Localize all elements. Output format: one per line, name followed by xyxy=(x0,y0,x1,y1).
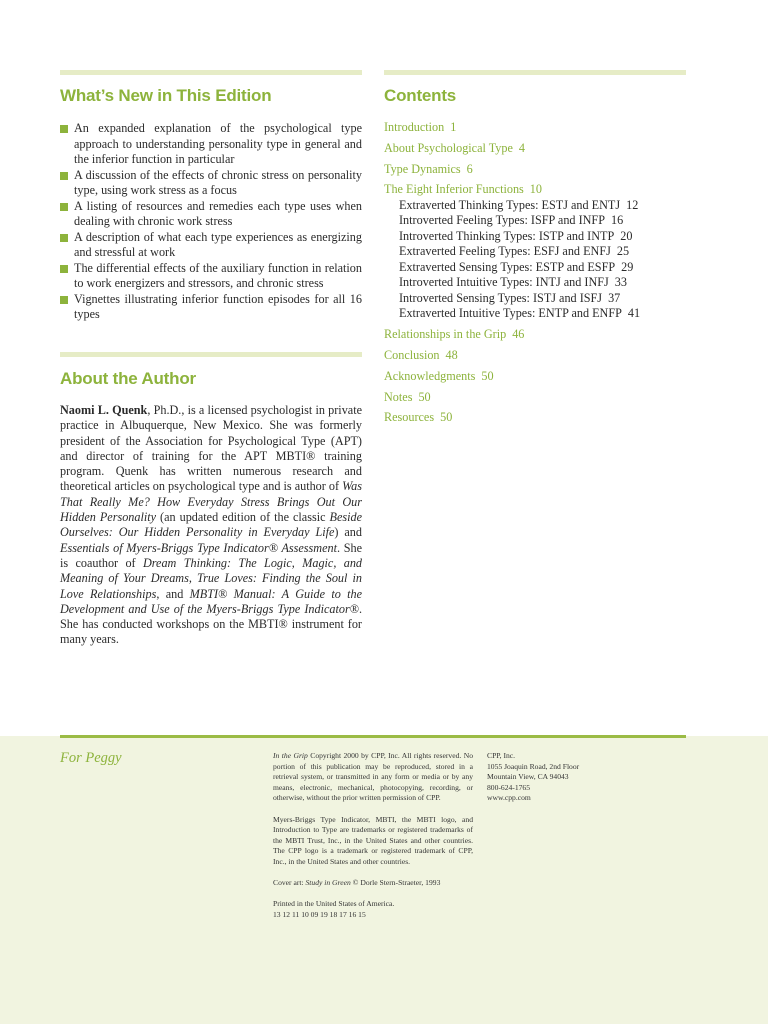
list-item: A discussion of the effects of chronic stress on personality type, using work stress as a focus xyxy=(60,168,362,199)
contents-heading: Contents xyxy=(384,86,457,105)
square-bullet-icon xyxy=(60,172,68,180)
book-title: Essentials of Myers-Briggs Type Indicator® Assessment xyxy=(60,540,337,555)
list-item: Vignettes illustrating inferior function episodes for all 16 types xyxy=(60,292,362,323)
book-title: MBTI® Manual: A Guide to the Development and Use of the Myers-Briggs Type Indicator® xyxy=(60,586,362,616)
address-line: Mountain View, CA 94043 xyxy=(487,772,569,782)
copyright-paragraph: In the Grip Copyright 2000 by CPP, Inc. All rights reserved. No portion of this publication may be reproduced, stored in a retrieval system, or transmitted in any form or media or by any means, electronic, mechanical, photocopying, recording, or otherwise, without the prior written permission of CPP. xyxy=(273,751,473,803)
square-bullet-icon xyxy=(60,296,68,304)
book-title: Was That Really Me? How Everyday Stress Brings Out Our Hidden Personality xyxy=(60,479,362,525)
footer-divider xyxy=(60,735,686,738)
toc-entry[interactable]: The Eight Inferior Functions 10 xyxy=(384,182,542,197)
whats-new-list xyxy=(60,121,362,323)
dedication: For Peggy xyxy=(60,750,122,766)
print-line: 13 12 11 10 09 19 18 17 16 15 xyxy=(273,909,366,919)
list-item: A listing of resources and remedies each type uses when dealing with chronic work stress xyxy=(60,199,362,230)
list-item: The differential effects of the auxiliary function in relation to work energizers and stressors, and chronic stress xyxy=(60,261,362,292)
phone-number: 800-624-1765 xyxy=(487,782,531,792)
book-title: Beside Ourselves: Our Hidden Personality in Everyday Life xyxy=(60,510,362,540)
square-bullet-icon xyxy=(60,203,68,211)
table-of-contents xyxy=(384,120,704,431)
toc-sub-entry[interactable]: Extraverted Intuitive Types: ENTP and ENFP 41 xyxy=(399,306,641,321)
toc-subgroup xyxy=(384,198,704,322)
about-author-heading: About the Author xyxy=(60,369,196,388)
printing-info: Printed in the United States of America. 13 12 11 10 09 19 18 17 16 15 xyxy=(273,899,395,919)
divider-contents xyxy=(384,70,686,75)
toc-sub-entry[interactable]: Introverted Feeling Types: ISFP and INFP 16 xyxy=(399,213,624,228)
toc-sub-entry[interactable]: Introverted Thinking Types: ISTP and INTP 20 xyxy=(399,228,633,243)
cover-art-credit: Cover art: Study in Green © Dorle Stern-Straeter, 1993 xyxy=(273,878,441,888)
divider-about-author xyxy=(60,352,362,357)
toc-sub-entry[interactable]: Extraverted Feeling Types: ESFJ and ENFJ 25 xyxy=(399,244,630,259)
book-title: Dream Thinking: The Logic, Magic, and Meaning of Your Dreams, True Loves: Finding the Soul in Love Relationships xyxy=(60,555,363,601)
toc-sub-entry[interactable]: Introverted Intuitive Types: INTJ and INFJ 33 xyxy=(399,275,627,290)
square-bullet-icon xyxy=(60,265,68,273)
toc-entry[interactable]: Type Dynamics 6 xyxy=(384,161,473,176)
address-line: 1055 Joaquin Road, 2nd Floor xyxy=(487,761,580,771)
toc-sub-entry[interactable]: Extraverted Thinking Types: ESTJ and ENTJ 12 xyxy=(399,197,639,212)
author-bio: Naomi L. Quenk, Ph.D., is a licensed psychologist in private practice in Albuquerque, New Mexico. She was formerly president of the Association for Psychological Type (APT) and director of training for the APT MBTI® training program. Quenk has written numerous research and theoretical articles on psychological type and is author of Was That Really Me? How Everyday Stress Brings Out Our Hidden Personality (an updated edition of the classic Beside Ourselves: Our Hidden Personality in Everyday Life) and Essentials of Myers-Briggs Type Indicator® Assessment. She is coauthor of Dream Thinking: The Logic, Magic, and Meaning of Your Dreams, True Loves: Finding the Soul in Love Relationships, and MBTI® Manual: A Guide to the Development and Use of the Myers-Briggs Type Indicator®. She has conducted workshops on the MBTI® instrument for many years. xyxy=(60,403,363,647)
toc-entry[interactable]: Relationships in the Grip 46 xyxy=(384,327,525,342)
publisher-address xyxy=(487,751,647,804)
toc-entry[interactable]: About Psychological Type 4 xyxy=(384,140,526,155)
toc-sub-entry[interactable]: Extraverted Sensing Types: ESTP and ESFP 29 xyxy=(399,259,634,274)
toc-entry[interactable]: Notes 50 xyxy=(384,389,431,404)
toc-entry[interactable]: Acknowledgments 50 xyxy=(384,368,494,383)
author-name: Naomi L. Quenk xyxy=(60,403,148,417)
copyright-notice xyxy=(273,751,473,921)
toc-entry[interactable]: Resources 50 xyxy=(384,410,453,425)
list-item: A description of what each type experiences as energizing and stressful at work xyxy=(60,230,362,261)
toc-entry[interactable]: Conclusion 48 xyxy=(384,347,458,362)
trademark-paragraph: Myers-Briggs Type Indicator, MBTI, the MBTI logo, and Introduction to Type are trademarks or registered trademarks of the MBTI Trust, Inc., in the United States and other countries. The CPP logo is a trademark or registered trademark of CPP, Inc., in the United States and other countries. xyxy=(273,814,473,866)
toc-entry[interactable]: Introduction 1 xyxy=(384,120,457,134)
list-item: An expanded explanation of the psychological type approach to understanding personality type in general and the inferior function in particular xyxy=(60,121,362,168)
publisher-name: CPP, Inc. xyxy=(487,751,516,760)
square-bullet-icon xyxy=(60,234,68,242)
website-link[interactable]: www.cpp.com xyxy=(487,793,531,803)
whats-new-heading: What’s New in This Edition xyxy=(60,86,272,105)
square-bullet-icon xyxy=(60,125,68,133)
divider-whats-new xyxy=(60,70,362,75)
toc-sub-entry[interactable]: Introverted Sensing Types: ISTJ and ISFJ 37 xyxy=(399,290,621,305)
